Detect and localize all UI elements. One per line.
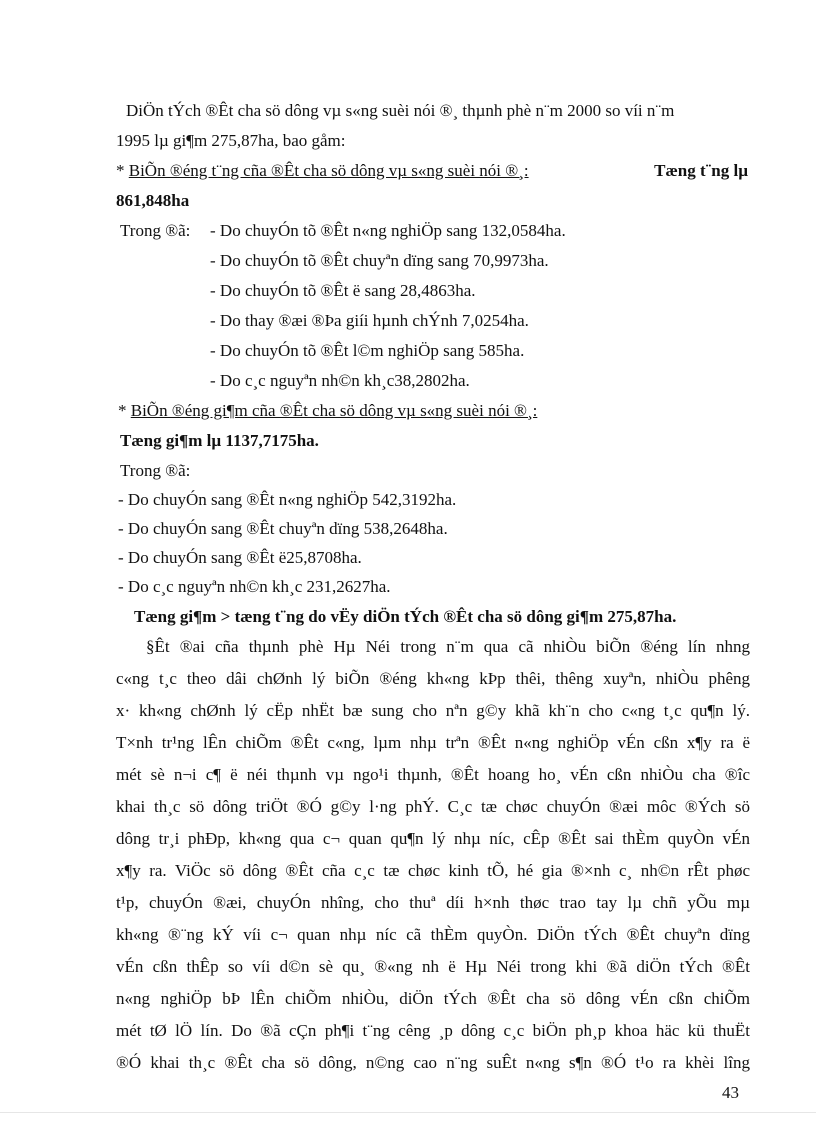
paragraph-line: mét sè n¬i c¶ ë néi thµnh vµ ngo¹i thµnh, ®Êt hoang ho¸ vÉn cßn nhiÒu cha ®îc (116, 765, 750, 784)
increase-heading-prefix: * (116, 161, 129, 180)
page-bottom-edge (0, 1112, 816, 1113)
paragraph-line: x¶y ra. ViÖc sö dông ®Êt cña c¸c tæ chøc kinh tÕ, hé gia ®×nh c¸ nh©n rÊt phøc (116, 861, 750, 880)
paragraph-line: T×nh tr¹ng lÊn chiÕm ®Êt c«ng, lµm nhµ trªn ®Êt n«ng nghiÖp vÉn cßn x¶y ra ë (116, 733, 750, 752)
paragraph-line: t¹p, chuyÓn ®æi, chuyÓn nhîng, cho thuª díi h×nh thøc trao tay lµ chñ yÕu mµ (116, 893, 750, 912)
increase-heading (116, 160, 748, 182)
paragraph-line: §Êt ®ai cña thµnh phè Hµ Néi trong n¨m qua cã nhiÒu biÕn ®éng lín nhng (146, 637, 750, 656)
decrease-item: - Do chuyÓn sang ®Êt n«ng nghiÖp 542,3192ha. (118, 490, 457, 509)
paragraph-line: dông tr¸i phÐp, kh«ng qua c¬ quan qu¶n lý nhµ níc, cÊp ®Êt sai thÈm quyÒn vÉn (116, 829, 750, 848)
decrease-heading-prefix: * (118, 401, 131, 420)
intro-line-2: 1995 lµ gi¶m 275,87ha, bao gåm: (116, 131, 346, 150)
paragraph-line: ®Ó khai th¸c ®Êt cha sö dông, n©ng cao n¨ng suÊt n«ng s¶n ®Ó t¹o ra khèi lîng (116, 1053, 750, 1072)
paragraph-line: khai th¸c sö dông triÖt ®Ó g©y l·ng phÝ. C¸c tæ chøc chuyÓn ®æi môc ®Ých sö (116, 797, 750, 816)
page-number: 43 (722, 1083, 739, 1102)
decrease-heading (118, 400, 537, 422)
paragraph-line: mét tØ lÖ lín. Do ®ã cÇn ph¶i t¨ng cêng ¸p dông c¸c biÖn ph¸p khoa häc kü thuËt (116, 1021, 750, 1040)
increase-item: - Do chuyÓn tõ ®Êt l©m nghiÖp sang 585ha. (210, 341, 525, 360)
increase-item: - Do thay ®æi ®Þa giíi hµnh chÝnh 7,0254ha. (210, 311, 529, 330)
increase-in-label: Trong ®ã: (120, 221, 191, 240)
increase-heading-title: BiÕn ®éng t¨ng cña ®Êt cha sö dông vµ s«ng suèi nói ®¸: (128, 161, 529, 180)
decrease-item: - Do c¸c nguyªn nh©n kh¸c 231,2627ha. (118, 577, 391, 596)
decrease-heading-title: BiÕn ®éng gi¶m cña ®Êt cha sö dông vµ s«ng suèi nói ®¸: (130, 401, 538, 420)
increase-item: - Do c¸c nguyªn nh©n kh¸c38,2802ha. (210, 371, 470, 390)
increase-item: - Do chuyÓn tõ ®Êt ë sang 28,4863ha. (210, 281, 476, 300)
increase-total: 861,848ha (116, 191, 190, 210)
decrease-item: - Do chuyÓn sang ®Êt ë25,8708ha. (118, 548, 362, 567)
decrease-in-label: Trong ®ã: (120, 461, 191, 480)
paragraph-line: kh«ng ®¨ng kÝ víi c¬ quan nhµ níc cã thÈm quyÒn. DiÖn tÝch ®Êt chuyªn dïng (116, 925, 750, 944)
paragraph-line: vÉn cßn thÊp so víi d©n sè qu¸ ®«ng nh ë Hµ Néi trong khi ®ã diÖn tÝch ®Êt (116, 957, 750, 976)
paragraph-line: x· kh«ng chØnh lý cËp nhËt bæ sung cho nªn g©y khã kh¨n cho c«ng t¸c qu¶n lý. (116, 701, 750, 720)
intro-line-1: DiÖn tÝch ®Êt cha sö dông vµ s«ng suèi nói ®¸ thµnh phè n¨m 2000 so víi n¨m (126, 101, 675, 120)
increase-heading-total-label: Tæng t¨ng lµ (654, 161, 748, 180)
paragraph-line: c«ng t¸c theo dâi chØnh lý biÕn ®éng kh«ng kÞp thêi, thêng xuyªn, nhiÒu phêng (116, 669, 750, 688)
increase-item: - Do chuyÓn tõ ®Êt chuyªn dïng sang 70,9973ha. (210, 251, 549, 270)
decrease-item: - Do chuyÓn sang ®Êt chuyªn dïng 538,2648ha. (118, 519, 448, 538)
paragraph-line: n«ng nghiÖp bÞ lÊn chiÕm nhiÒu, diÖn tÝch ®Êt cha sö dông vÉn cßn chiÕm (116, 989, 750, 1008)
decrease-total: Tæng gi¶m lµ 1137,7175ha. (120, 431, 319, 450)
increase-item: - Do chuyÓn tõ ®Êt n«ng nghiÖp sang 132,0584ha. (210, 221, 566, 240)
summary-line: Tæng gi¶m > tæng t¨ng do vËy diÖn tÝch ®Êt cha sö dông gi¶m 275,87ha. (134, 607, 677, 626)
